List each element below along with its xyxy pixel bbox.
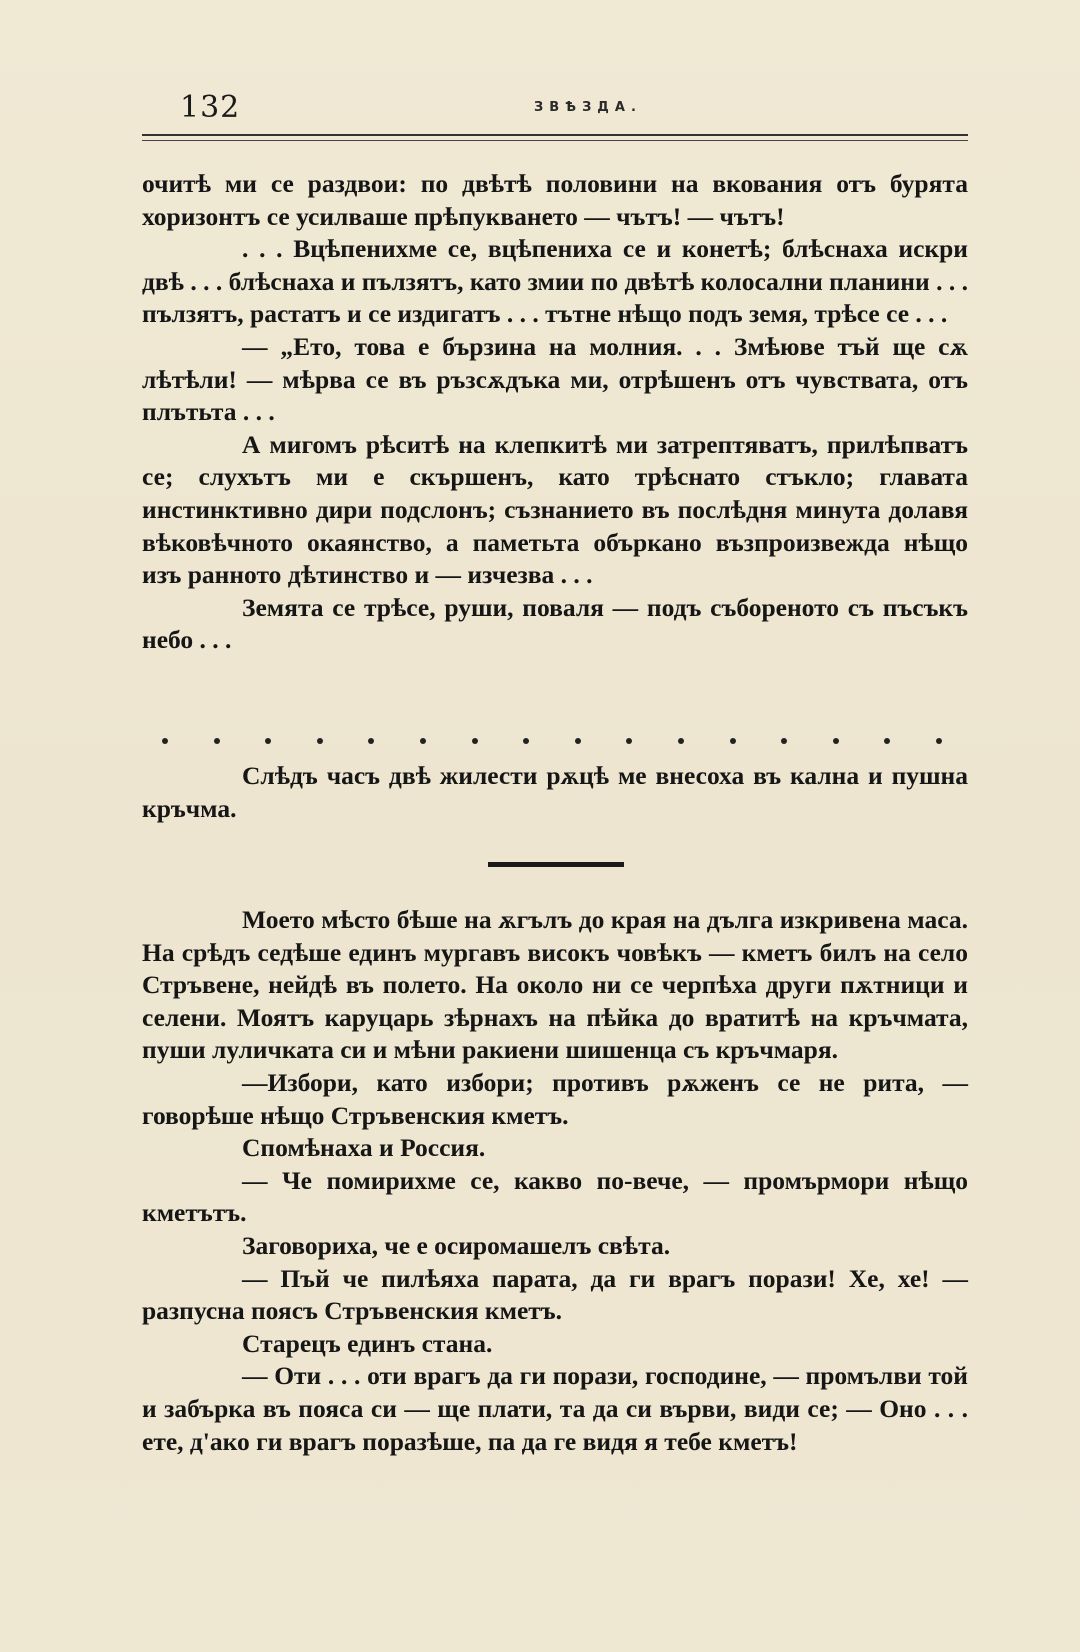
text-block-1 xyxy=(142,168,968,657)
header-rule-thin xyxy=(142,140,968,141)
text-block-3 xyxy=(142,904,968,1458)
dot xyxy=(317,738,323,744)
paragraph: Слѣдъ часъ двѣ жилести рѫцѣ ме внесоха въ кална и пушна кръчма. xyxy=(142,761,968,823)
paragraph: — Че помирихме се, какво по-вече, — промърмори нѣщо кметътъ. xyxy=(142,1165,968,1228)
paragraph: А мигомъ рѣситѣ на клепкитѣ ми затрептяватъ, прилѣпватъ се; слухътъ ми е скършенъ, като трѣснато стъкло; главата инстинктивно дири подслонъ; съзнанието въ послѣдня минута долавя вѣковѣчното окаянство, а паметьта объркано възпроизвежда нѣщо изъ ранното дѣтинство и — изчезва . . . xyxy=(142,429,968,590)
paragraph: Старецъ единъ стана. xyxy=(242,1328,493,1358)
paragraph: Заговориха, че е осиромашелъ свѣта. xyxy=(242,1230,671,1260)
section-divider xyxy=(488,862,624,867)
paragraph: Моето мѣсто бѣше на ѫгълъ до края на дълга изкривена маса. На срѣдъ седѣше единъ мургавъ високъ човѣкъ — кметъ билъ на село Стръвене, нейдѣ въ полето. На около ни се черпѣха други пѫтници и селени. Моятъ каруцарь зѣрнахъ на пѣйка до вратитѣ на кръчмата, пуши луличката си и мѣни ракиени шишенца съ кръчмаря. xyxy=(142,905,968,1065)
paragraph: Земята се трѣсе, руши, поваля — подъ събореното съ пъсъкъ небо . . . xyxy=(142,592,968,655)
dot xyxy=(884,738,890,744)
page-header xyxy=(142,90,968,130)
dot xyxy=(833,738,839,744)
dot xyxy=(214,738,220,744)
running-title: ЗВѢЗДА. xyxy=(534,100,642,115)
dot xyxy=(523,738,529,744)
dot xyxy=(626,738,632,744)
paragraph: — Пъй че пилѣяха парата, да ги врагъ порази! Хе, хе! — разпусна поясъ Стръвенския кметъ. xyxy=(142,1263,968,1326)
ellipsis-dot-row xyxy=(162,738,942,744)
text-block-2 xyxy=(142,760,968,825)
dot xyxy=(472,738,478,744)
dot xyxy=(265,738,271,744)
dot xyxy=(420,738,426,744)
dot xyxy=(575,738,581,744)
dot xyxy=(678,738,684,744)
dot xyxy=(781,738,787,744)
page-number: 132 xyxy=(180,90,241,125)
dot xyxy=(162,738,168,744)
paragraph: очитѣ ми се раздвои: по двѣтѣ половини на вкования отъ бурята хоризонтъ се усилваше прѣпукването — чътъ! — чътъ! xyxy=(142,169,968,231)
dot xyxy=(368,738,374,744)
paragraph: — Оти . . . оти врагъ да ги порази, господине, — промълви той и забърка въ пояса си — ще плати, та да си върви, види се; — Оно . . . ете, д'ако ги врагъ поразѣше, па да ге видя я тебе кметъ! xyxy=(142,1361,968,1456)
header-rule xyxy=(142,134,968,136)
dot xyxy=(936,738,942,744)
paragraph: . . . Вцѣпенихме се, вцѣпениха се и конетѣ; блѣснаха искри двѣ . . . блѣснаха и пълзятъ, като змии по двѣтѣ колосални планини . . . пълзятъ, растатъ и се издигатъ . . . тътне нѣщо подъ земя, трѣсе се . . . xyxy=(142,234,968,329)
paragraph: Спомѣнаха и Россия. xyxy=(242,1133,486,1163)
paragraph: —Избори, като избори; противъ рѫженъ се не рита, — говорѣше нѣщо Стръвенския кметъ. xyxy=(142,1067,968,1130)
paragraph: — „Ето, това е бързина на молния. . . Змѣюве тъй ще сѫ лѣтѣли! — мѣрва се въ ръзсѫдъка ми, отрѣшенъ отъ чувствата, отъ плътьта . . . xyxy=(142,331,968,427)
dot xyxy=(730,738,736,744)
